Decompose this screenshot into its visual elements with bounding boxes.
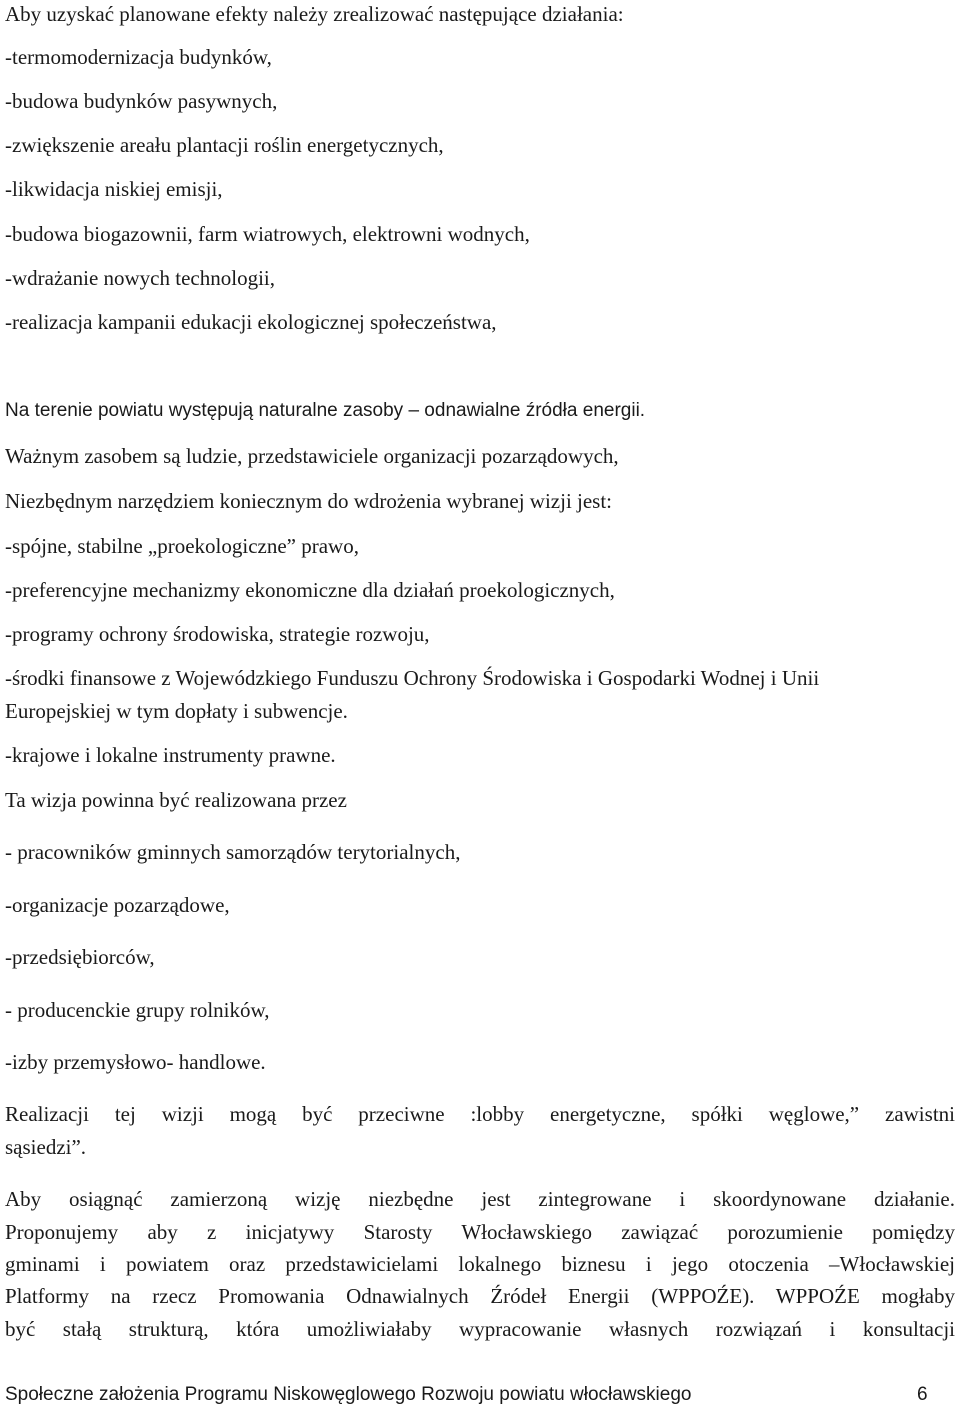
opposition-paragraph-line: Realizacji tej wizji mogą być przeciwne :lobby energetyczne, spółki węglowe,” zawistni: [5, 1102, 955, 1126]
list-item: -środki finansowe z Wojewódzkiego Funduszu Ochrony Środowiska i Gospodarki Wodnej i Unii: [5, 666, 820, 690]
proposal-paragraph-line: Platformy na rzecz Promowania Odnawialnych Źródeł Energii (WPPOŹE). WPPOŹE mogłaby: [5, 1284, 955, 1308]
people-paragraph: Ważnym zasobem są ludzie, przedstawiciele organizacji pozarządowych,: [5, 444, 619, 468]
list-item: -wdrażanie nowych technologii,: [5, 266, 275, 290]
resources-paragraph: Na terenie powiatu występują naturalne zasoby – odnawialne źródła energii.: [5, 400, 646, 421]
list-item: - producenckie grupy rolników,: [5, 998, 270, 1022]
list-item: -preferencyjne mechanizmy ekonomiczne dla działań proekologicznych,: [5, 578, 615, 602]
list-item: -likwidacja niskiej emisji,: [5, 177, 223, 201]
list-item: -przedsiębiorców,: [5, 945, 155, 969]
tools-intro: Niezbędnym narzędziem koniecznym do wdrożenia wybranej wizji jest:: [5, 489, 613, 513]
proposal-paragraph-line: Proponujemy aby z inicjatywy Starosty Włocławskiego zawiązać porozumienie pomiędzy: [5, 1220, 955, 1244]
list-item: - pracowników gminnych samorządów terytorialnych,: [5, 840, 461, 864]
proposal-paragraph-line: gminami i powiatem oraz przedstawicielami lokalnego biznesu i jego otoczenia –Włocławskiej: [5, 1252, 955, 1276]
list-item: -realizacja kampanii edukacji ekologicznej społeczeństwa,: [5, 310, 497, 334]
list-item: -budowa biogazownii, farm wiatrowych, elektrowni wodnych,: [5, 222, 530, 246]
page-footer: [5, 1384, 928, 1406]
footer-title: Społeczne założenia Programu Niskowęglowego Rozwoju powiatu włocławskiego: [5, 1384, 692, 1405]
page-number: 6: [917, 1384, 928, 1405]
list-item: -organizacje pozarządowe,: [5, 893, 230, 917]
list-item: -krajowe i lokalne instrumenty prawne.: [5, 743, 336, 767]
section1-intro: Aby uzyskać planowane efekty należy zrealizować następujące działania:: [5, 2, 624, 26]
list-item: -zwiększenie areału plantacji roślin energetycznych,: [5, 133, 444, 157]
list-item: -spójne, stabilne „proekologiczne” prawo,: [5, 534, 359, 558]
list-item-continuation: Europejskiej w tym dopłaty i subwencje.: [5, 699, 348, 723]
proposal-paragraph-line: być stałą strukturą, która umożliwiałaby wypracowanie własnych rozwiązań i konsultacji: [5, 1317, 955, 1341]
list-item: -termomodernizacja budynków,: [5, 45, 272, 69]
proposal-paragraph-line: Aby osiągnąć zamierzoną wizję niezbędne jest zintegrowane i skoordynowane działanie.: [5, 1187, 955, 1211]
list-item: -programy ochrony środowiska, strategie rozwoju,: [5, 622, 430, 646]
section3-intro: Ta wizja powinna być realizowana przez: [5, 788, 347, 812]
opposition-paragraph-line: sąsiedzi”.: [5, 1135, 87, 1159]
list-item: -budowa budynków pasywnych,: [5, 89, 278, 113]
list-item: -izby przemysłowo- handlowe.: [5, 1050, 266, 1074]
